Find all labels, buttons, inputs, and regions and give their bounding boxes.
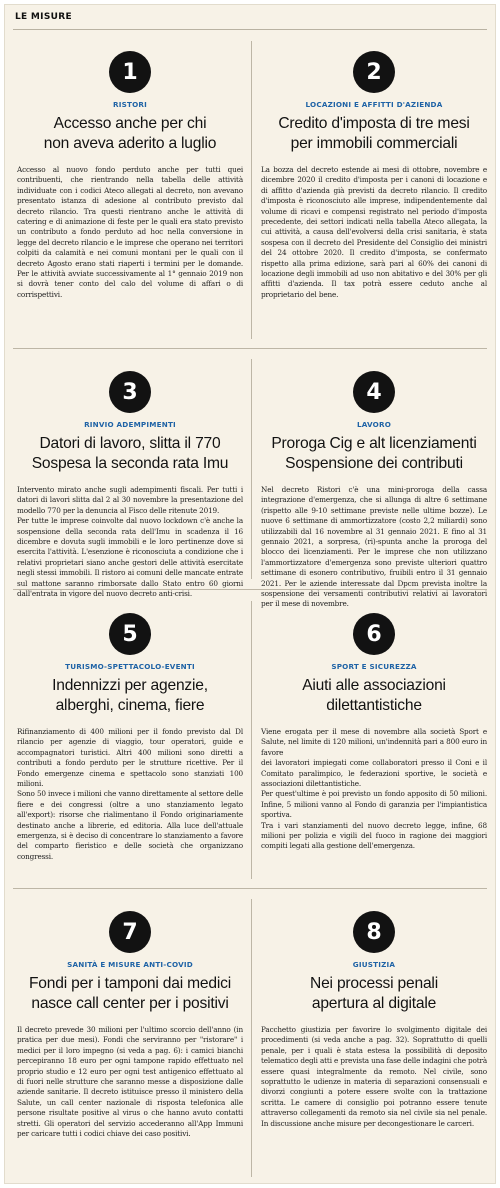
category-tag: RISTORI bbox=[112, 100, 147, 109]
body-text: Il decreto prevede 30 milioni per l'ultimo scorcio dell'anno (in pratica per due mesi). Fondi che serviranno per "ristorare" i medici per il loro impegno (si veda a pag. 6): i camici bianchi percepiranno 18 euro per ogni tampone rapido effettuato nel proprio studio e 12 euro per ogni test antigenico effettuato al di fuori nelle strutture che saranno messe a disposizione dalle aziende sanitarie. Il decreto istituisce presso il ministero della Salute, un call center nazionale di risposta telefonica alle persone risultate positive al virus o che hanno avuto contatti stretti. Gli operatori del servizio accederanno all'App Immuni per caricare tutti i codici chiave dei caso positivi. bbox=[17, 1025, 243, 1139]
top-rule bbox=[13, 29, 487, 30]
headline: Datori di lavoro, slitta il 770 Sospesa la seconda rata Imu bbox=[31, 435, 229, 472]
category-tag: GIUSTIZIA bbox=[352, 960, 396, 969]
number-badge: 1 bbox=[109, 51, 151, 93]
headline: Accesso anche per chi non aveva aderito a luglio bbox=[43, 115, 217, 152]
number-badge: 6 bbox=[353, 613, 395, 655]
headline: Proroga Cig e alt licenziamenti Sospensione dei contributi bbox=[271, 435, 477, 472]
category-tag: SPORT E SICUREZZA bbox=[331, 662, 417, 671]
column-divider bbox=[251, 359, 252, 579]
column-divider bbox=[251, 41, 252, 339]
number-badge: 8 bbox=[353, 911, 395, 953]
number-badge: 4 bbox=[353, 371, 395, 413]
measure-card-1 bbox=[17, 51, 243, 300]
number-badge: 7 bbox=[109, 911, 151, 953]
headline: Fondi per i tamponi dai medici nasce call center per i positivi bbox=[28, 975, 232, 1012]
category-tag: SANITÀ E MISURE ANTI-COVID bbox=[67, 960, 193, 969]
number-badge: 2 bbox=[353, 51, 395, 93]
body-text: Rifinanziamento di 400 milioni per il fondo previsto dal Dl rilancio per agenzie di viaggio, tour operatori, guide e accompagnatori turistici. Altri 400 milioni sono diretti a contributi a fondo perduto per le strutture ricettive. Per il Fondo emergenze cinema e spettacolo sono stanziati 100 milioni. Sono 50 invece i milioni che vanno direttamente al settore delle fiere e dei congressi (oltre a uno stanziamento legato all'export): risorse che rialimentano il Fondo originariamente destinato anche a librerie, ed editoria. Alla luce dell'attuale emergenza, si è deciso di concentrare lo stanziamento a favore del comparto fieristico e delle società che organizzano congressi. bbox=[17, 727, 243, 861]
category-tag: TURISMO-SPETTACOLO-EVENTI bbox=[65, 662, 195, 671]
row-divider bbox=[13, 888, 487, 889]
body-text: Accesso al nuovo fondo perduto anche per tutti quei contribuenti, che rientrando nella tabella delle attività individuate con i codici Ateco allegati al decreto, non avevano presentato istanza di adesione al contributo previsto dal decreto rilancio. Tra questi rientrano anche le attività di catering e di animazione di feste per le quali era stato previsto un contributo a fondo perduto ad hoc nella conversione in legge del decreto rilancio e le imprese che operano nei territori colpiti da calamità e nei comuni montani per le quali con il decreto Agosto erano stati riaperti i termini per le domande. Per le attività avviate successivamente al 1° gennaio 2019 non si dovrà tener conto del calo del volume di affari o di corrispettivi. bbox=[17, 165, 243, 299]
headline: Aiuti alle associazioni dilettantistiche bbox=[302, 677, 446, 714]
measure-card-5 bbox=[17, 613, 243, 862]
measure-card-4 bbox=[261, 371, 487, 610]
headline: Indennizzi per agenzie, alberghi, cinema, fiere bbox=[52, 677, 208, 714]
body-text: Nel decreto Ristori c'è una mini-proroga della cassa integrazione d'emergenza, che si allunga di altre 6 settimane (rispetto alle 9-10 settimane previste nelle ultime bozze). Le nuove 6 settimane di ammortizzatore (costo 2,2 miliardi) sono utilizzabili dal 16 novembre al 31 gennaio 2021. E fino al 31 gennaio 2021, a sorpresa, (ri)-spunta anche la proroga del blocco dei licenziamenti. Per le imprese che non utilizzano l'ammortizzatore d'emergenza sono previste ulteriori quattro settimane di esonero contributivo, fruibili entro il 31 gennaio 2021. Per le aziende interessate dal Dpcm prevista inoltre la sospensione dei versamenti contributivi relativi ai lavoratori per il mese di novembre. bbox=[261, 485, 487, 609]
category-tag: RINVIO ADEMPIMENTI bbox=[84, 420, 176, 429]
measure-card-8 bbox=[261, 911, 487, 1129]
category-tag: LAVORO bbox=[356, 420, 392, 429]
measure-card-3 bbox=[17, 371, 243, 599]
row-divider bbox=[13, 348, 487, 349]
body-text: Intervento mirato anche sugli adempimenti fiscali. Per tutti i datori di lavori slitta dal 2 al 30 novembre la presentazione del modello 770 per la denuncia al Fisco delle ritenute 2019. Per tutte le imprese coinvolte dal nuovo lockdown c'è anche la sospensione della seconda rata dell'Imu in scadenza il 16 dicembre e dovuta sugli immobili e le loro pertinenze dove si esercita l'attività. L'esenzione è riconosciuta a condizione che i relativi proprietari siano anche gestori delle attività esercitate negli stessi immobili. Il ristoro ai comuni delle mancate entrate sul mattone saranno rimborsate dallo Stato entro 60 giorni dall'entrata in vigore del nuovo decreto anti-crisi. bbox=[17, 485, 243, 599]
measure-card-6 bbox=[261, 613, 487, 852]
number-badge: 3 bbox=[109, 371, 151, 413]
headline: Credito d'imposta di tre mesi per immobili commerciali bbox=[278, 115, 470, 152]
column-divider bbox=[251, 899, 252, 1177]
measure-card-2 bbox=[261, 51, 487, 300]
body-text: Viene erogata per il mese di novembre alla società Sport e Salute, nel limite di 120 milioni, un'indennità pari a 800 euro in favore dei lavoratori impiegati come collaboratori presso il Coni e il Comitato paralimpico, le federazioni sportive, le società e associazioni dilettantistiche. Per quest'ultime è poi previsto un fondo apposito di 50 milioni. Infine, 5 milioni vanno al Fondo di garanzia per l'impiantistica sportiva. Tra i vari stanziamenti del nuovo decreto legge, infine, 68 milioni per polizia e vigili del fuoco in ragione dei maggiori compiti legati alla gestione dell'emergenza. bbox=[261, 727, 487, 851]
page bbox=[4, 4, 496, 1184]
column-divider bbox=[251, 601, 252, 879]
section-title: LE MISURE bbox=[15, 12, 72, 22]
body-text: La bozza del decreto estende ai mesi di ottobre, novembre e dicembre 2020 il credito d'imposta per i canoni di locazione e di affitto d'azienda già previsti da decreto rilancio. Il credito d'imposta è riconosciuto alle imprese, indipendentemente dal volume di ricavi e compensi registrato nel periodo d'imposta precedente, dei settori indicati nella tabella Ateco allegata, la cui attività, a causa dell'evolversi della crisi sanitaria, è stata sospesa con il decreto del Presidente del Consiglio dei ministri del 24 ottobre 2020. Il credito d'imposta, se confermato rispetto alla prima edizione, sarà pari al 60% dei canoni di locazione degli immobili ad uso non abitativo e del 30% per gli affitti d'azienda. Il tax potrà essere ceduto anche al proprietario del bene. bbox=[261, 165, 487, 299]
number-badge: 5 bbox=[109, 613, 151, 655]
category-tag: LOCAZIONI E AFFITTI D'AZIENDA bbox=[305, 100, 443, 109]
measure-card-7 bbox=[17, 911, 243, 1139]
body-text: Pacchetto giustizia per favorire lo svolgimento digitale dei procedimenti (si veda anche a pag. 32). Soprattutto di quelli penale, per i quali è stata estesa la possibilità di deposito telematico degli atti e prevista una fase delle indagini che potrà essere quasi integralmente da remoto. Nel civile, sono soprattutto le udienze in materia di separazioni consensuali e divorzi congiunti a potere essere svolte con la trattazione scritta. Le camere di consiglio poi potranno essere tenute attraverso collegamenti da remoto sia nel civile sia nel penale. In discussione anche misure per decongestionare le carceri. bbox=[261, 1025, 487, 1128]
headline: Nei processi penali apertura al digitale bbox=[310, 975, 438, 1012]
